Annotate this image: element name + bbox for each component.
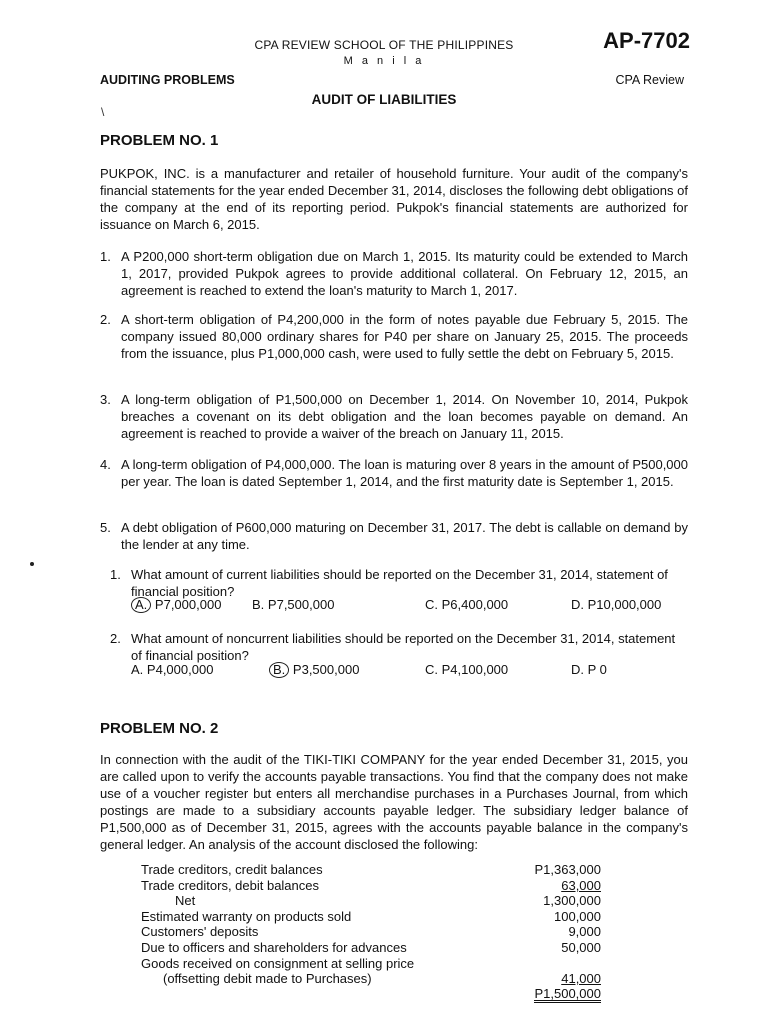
table-row [141,878,601,894]
item-number: 1. [100,249,111,264]
choice-letter: C. [425,597,438,612]
row-label: Net [175,893,196,909]
table-row [141,940,601,956]
question-text: What amount of current liabilities should be reported on the December 31, 2014, statement of financial position? [131,567,668,599]
choice-value: P3,500,000 [292,662,360,677]
choice-letter: B. [252,597,265,612]
row-label: Customers' deposits [141,924,259,940]
table-row [141,971,601,987]
choice-c [425,662,508,677]
choice-letter: C. [425,662,438,677]
choice-value: P4,100,000 [441,662,509,677]
selected-answer-mark: A. [131,597,151,613]
row-label: Due to officers and shareholders for advances [141,939,407,955]
row-label: Estimated warranty on products sold [141,908,352,924]
row-label: (offsetting debit made to Purchases) [163,971,372,987]
choice-value: P7,000,000 [154,597,222,612]
row-label: Trade creditors, credit balances [141,862,323,877]
subject-label: AUDITING PROBLEMS [100,73,235,87]
choice-value: P7,500,000 [267,597,335,612]
problem1-heading: PROBLEM NO. 1 [100,132,219,149]
document-code: AP-7702 [603,28,690,53]
question-number: 1. [110,567,121,582]
school-name: CPA REVIEW SCHOOL OF THE PHILIPPINES [254,38,514,52]
row-amount: 1,300,000 [543,893,601,909]
choice-value: P10,000,000 [587,597,662,612]
choice-d [571,597,661,612]
choice-d [571,662,607,677]
item-number: 4. [100,457,111,472]
item-text: A long-term obligation of P4,000,000. The loan is maturing over 8 years in the amount of P500,000 per year. The loan is dated September 1, 2014, and the first maturity date is September 1, 2015. [121,457,688,489]
item-text: A short-term obligation of P4,200,000 in the form of notes payable due February 5, 2015. The company issued 80,000 ordinary shares for P40 per share on January 25, 2015. The proceeds from the issuance, plus P1,000,000 cash, were used to fully settle the debt on February 5, 2015. [121,312,688,361]
list-item [100,311,688,362]
review-label: CPA Review [615,73,684,87]
list-item [100,248,688,299]
row-amount: 9,000 [568,924,601,940]
row-amount: P1,363,000 [534,862,601,877]
problem2-intro: In connection with the audit of the TIKI-TIKI COMPANY for the year ended December 31, 2015, you are called upon to verify the accounts payable transactions. You find that the company does not make use of a voucher register but enters all merchandise purchases in a Purchases Journal, from which postings are made to a subsidiary accounts payable ledger. The subsidiary ledger balance of P1,500,000 as of December 31, 2015, agrees with the accounts payable balance in the company's general ledger. An analysis of the account disclosed the following: [100,752,688,852]
scan-speck [30,562,34,566]
city-name: M a n i l a [343,55,425,67]
accounts-payable-analysis [141,862,601,1002]
row-amount: 100,000 [554,908,601,924]
stray-mark: \ [101,105,105,119]
table-row [141,924,601,940]
item-text: A debt obligation of P600,000 maturing on December 31, 2017. The debt is callable on demand by the lender at any time. [121,520,688,552]
item-number: 2. [100,312,111,327]
item-number: 5. [100,520,111,535]
list-item [100,456,688,490]
page-title: AUDIT OF LIABILITIES [311,92,457,107]
choice-letter: A. [131,662,144,677]
choice-letter: D. [571,662,584,677]
problem2-heading: PROBLEM NO. 2 [100,720,219,737]
item-text: A P200,000 short-term obligation due on March 1, 2015. Its maturity could be extended to March 1, 2017, provided Pukpok agrees to provide additional collateral. On February 12, 2015, an agreement is reached to extend the loan's maturity to March 1, 2017. [121,249,688,298]
row-label: Trade creditors, debit balances [141,877,320,893]
table-row [141,956,601,972]
choice-c [425,597,508,612]
question-2-choices [131,662,691,680]
table-row [141,909,601,925]
choice-b [269,662,359,678]
row-amount: 41,000 [561,971,601,987]
total-amount: P1,500,000 [534,985,601,1001]
table-row [141,893,601,909]
question-1 [110,566,688,600]
item-number: 3. [100,392,111,407]
choice-letter: D. [571,597,584,612]
table-row [141,987,601,1003]
table-row [141,862,601,878]
selected-answer-mark: B. [269,662,289,678]
problem1-intro: PUKPOK, INC. is a manufacturer and retailer of household furniture. Your audit of the company's financial statements for the year ended December 31, 2014, discloses the following debt obligations of the company at the end of its reporting period. Pukpok's financial statements are authorized for issuance on March 6, 2015. [100,166,688,232]
choice-a [131,597,221,613]
choice-value: P6,400,000 [441,597,509,612]
question-2 [110,630,688,664]
list-item [100,519,688,553]
row-label: Goods received on consignment at selling price [141,955,415,971]
row-amount: 63,000 [561,877,601,893]
choice-value: P 0 [587,662,607,677]
row-amount: 50,000 [561,939,601,955]
item-text: A long-term obligation of P1,500,000 on December 1, 2014. On November 10, 2014, Pukpok breaches a covenant on its debt obligation and the loan becomes payable on demand. An agreement is reached to provide a waiver of the breach on January 11, 2015. [121,392,688,441]
choice-value: P4,000,000 [146,662,214,677]
question-text: What amount of noncurrent liabilities should be reported on the December 31, 2014, statement of financial position? [131,631,676,663]
question-1-choices [131,597,691,615]
choice-b [252,597,334,612]
list-item [100,391,688,442]
choice-a [131,662,213,677]
question-number: 2. [110,631,121,646]
